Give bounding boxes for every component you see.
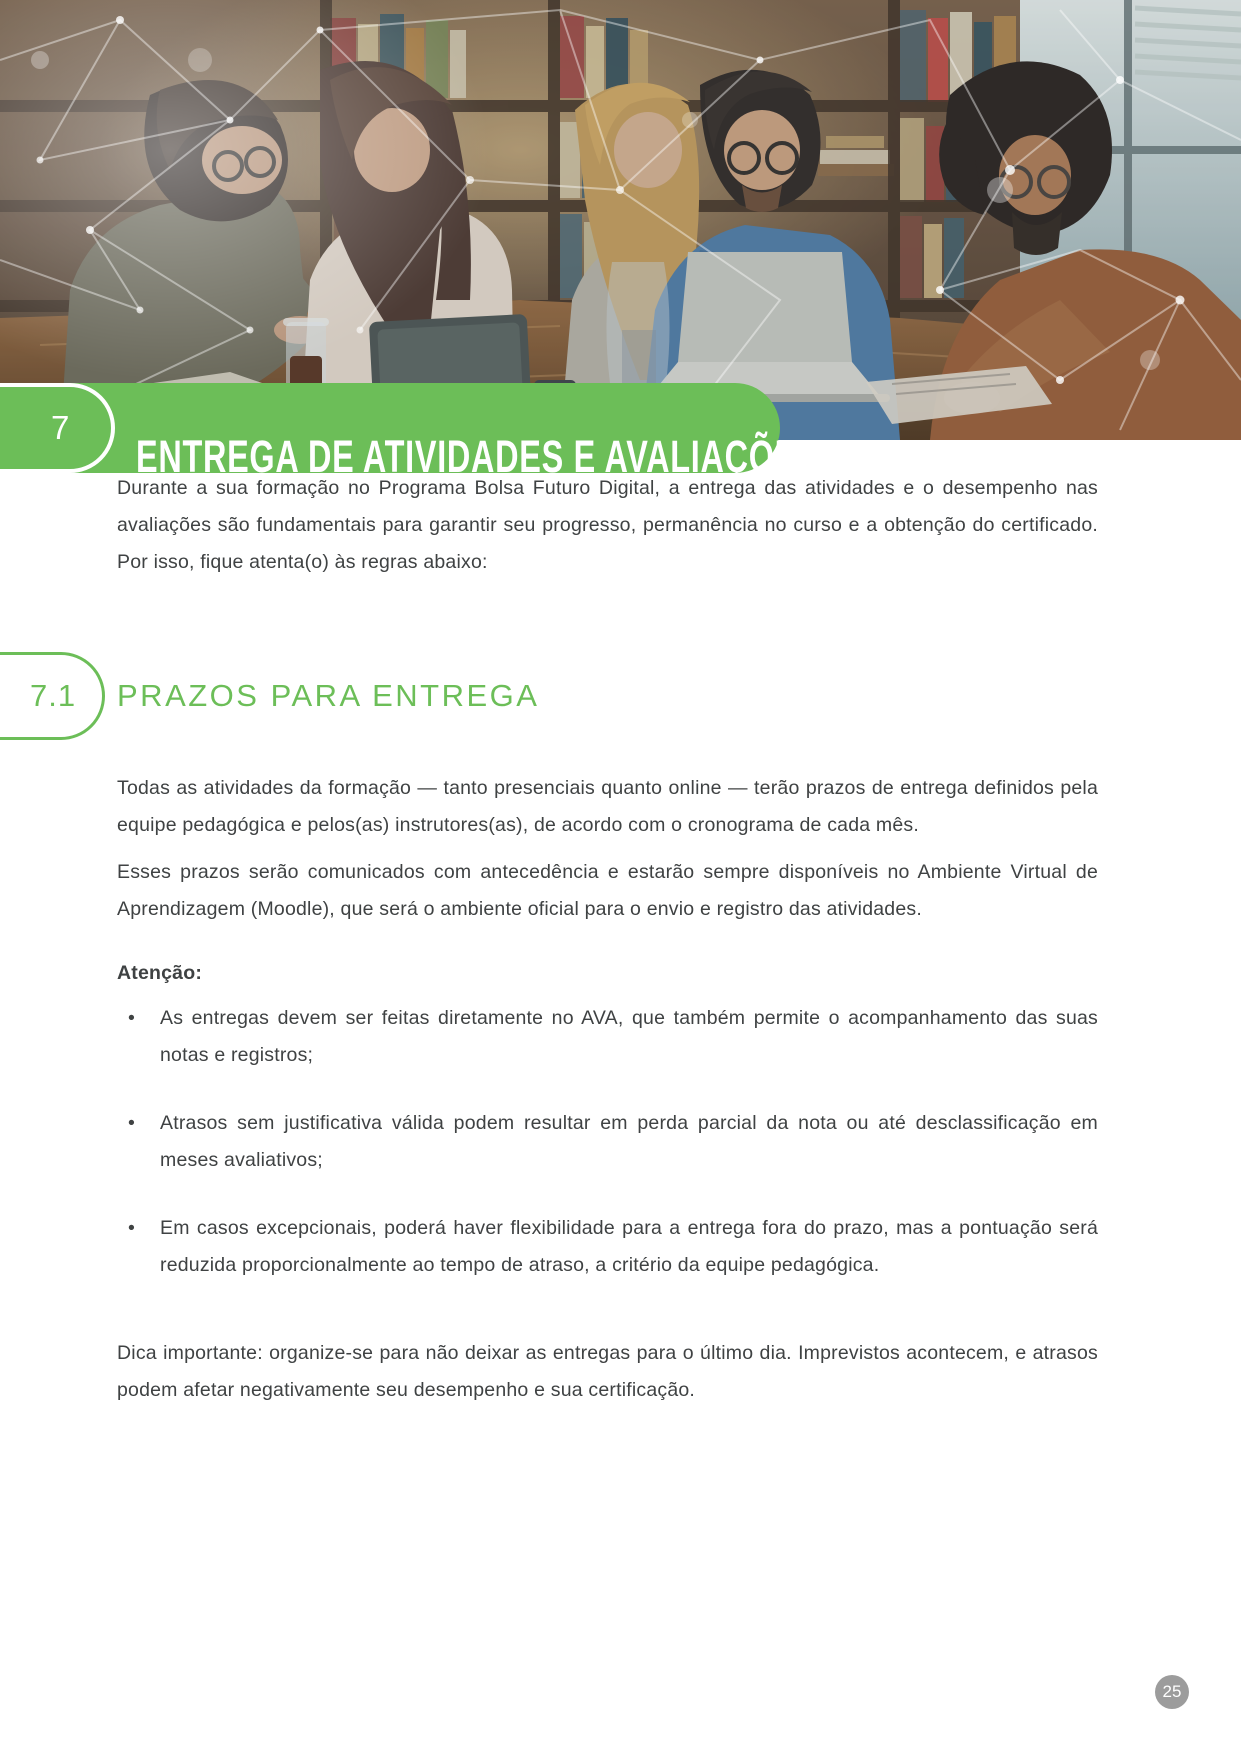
list-item (117, 1210, 1098, 1284)
intro-paragraph: Durante a sua formação no Programa Bolsa Futuro Digital, a entrega das atividades e o desempenho nas avaliações são fundamentais para garantir seu progresso, permanência no curso e a obtenção do certificado. Por isso, fique atenta(o) às regras abaixo: (117, 477, 1098, 573)
list-item-text: As entregas devem ser feitas diretamente no AVA, que também permite o acompanhamento das suas notas e registros; (160, 1007, 1098, 1066)
chapter-number-badge (0, 383, 115, 473)
section-title: PRAZOS PARA ENTREGA (117, 678, 540, 713)
bullet-icon: • (128, 1007, 135, 1029)
hero-photo (0, 0, 1241, 440)
list-item (117, 1105, 1098, 1179)
closing-paragraph: Dica importante: organize-se para não deixar as entregas para o último dia. Imprevistos acontecem, e atrasos podem afetar negativamente seu desempenho e sua certificação. (117, 1342, 1098, 1401)
chapter-title: ENTREGA DE ATIVIDADES E AVALIAÇÕES (136, 431, 820, 483)
attention-label: Atenção: (117, 962, 203, 984)
section-number: 7.1 (30, 678, 77, 713)
list-item (117, 1000, 1098, 1074)
section-paragraph: Todas as atividades da formação — tanto presenciais quanto online — terão prazos de entrega definidos pela equipe pedagógica e pelos(as) instrutores(as), de acordo com o cronograma de cada mês. (117, 777, 1098, 836)
bullet-icon: • (128, 1217, 135, 1239)
list-item-text: Em casos excepcionais, poderá haver flexibilidade para a entrega fora do prazo, mas a pontuação será reduzida proporcionalmente ao tempo de atraso, a critério da equipe pedagógica. (160, 1217, 1098, 1276)
section-heading-row (117, 652, 1098, 740)
rules-list (117, 1000, 1098, 1284)
bullet-icon: • (128, 1112, 135, 1134)
section-paragraph: Esses prazos serão comunicados com antecedência e estarão sempre disponíveis no Ambiente Virtual de Aprendizagem (Moodle), que será o ambiente oficial para o envio e registro das atividades. (117, 861, 1098, 920)
page-content (117, 470, 1098, 1409)
chapter-banner (0, 383, 820, 483)
page-number-badge: 25 (1155, 1675, 1189, 1709)
list-item-text: Atrasos sem justificativa válida podem resultar em perda parcial da nota ou até desclassificação em meses avaliativos; (160, 1112, 1098, 1171)
section-number-badge (0, 652, 105, 740)
chapter-number: 7 (51, 409, 70, 446)
hero-photo-illustration (0, 0, 1241, 440)
